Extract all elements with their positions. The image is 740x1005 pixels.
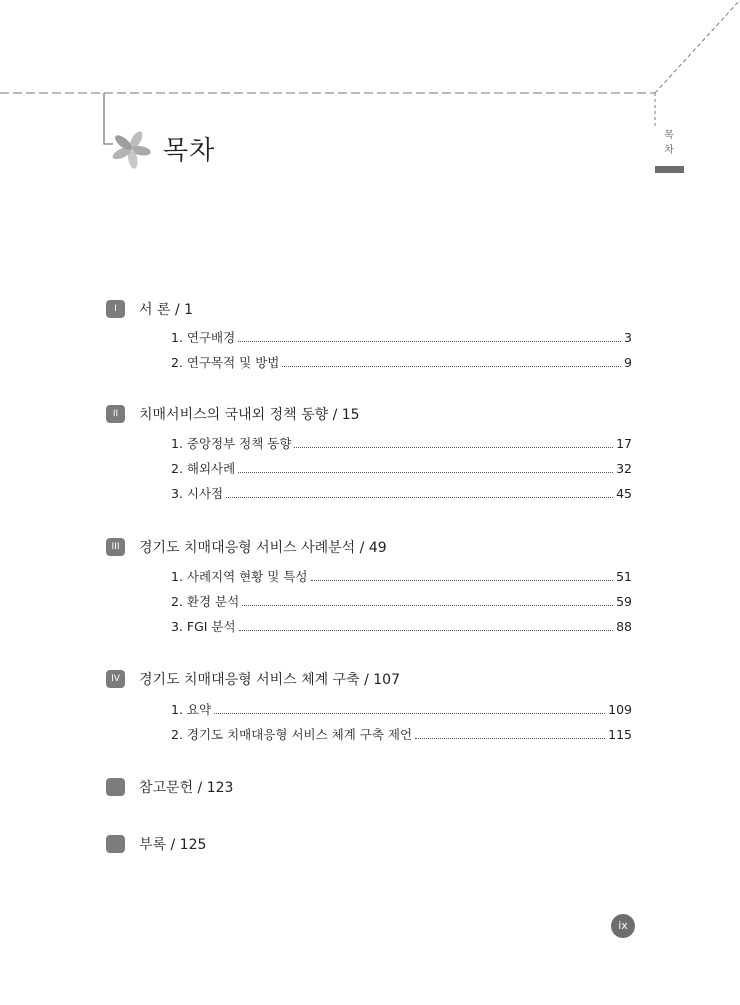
toc-entry-page: 109 [608, 702, 632, 717]
section-badge [106, 835, 125, 853]
toc-entry-page: 115 [608, 727, 632, 742]
section-badge [106, 778, 125, 796]
toc-entry[interactable] [171, 328, 632, 346]
toc-entry-label: 2. 해외사례 [171, 461, 236, 476]
section-title[interactable]: 서 론 / 1 [139, 302, 194, 318]
toc-entry[interactable] [171, 725, 632, 743]
section-title[interactable]: 치매서비스의 국내외 정책 동향 / 15 [139, 407, 360, 423]
toc-entry-label: 2. 경기도 치매대응형 서비스 체계 구축 제언 [171, 727, 413, 742]
section-badge: IV [106, 670, 125, 688]
dot-leader [238, 471, 613, 473]
section-badge: II [106, 405, 125, 423]
section-badge: I [106, 300, 125, 318]
toc-entry-label: 1. 연구배경 [171, 330, 236, 345]
toc-entry-page: 3 [624, 330, 632, 345]
toc-entry-label: 1. 중앙정부 정책 동향 [171, 436, 292, 451]
toc-entry-page: 59 [616, 594, 632, 609]
toc-entry-label: 2. 환경 분석 [171, 594, 240, 609]
toc-entry-page: 9 [624, 355, 632, 370]
toc-entry-page: 51 [616, 569, 632, 584]
toc-entry-label: 3. 시사점 [171, 486, 224, 501]
section-title[interactable]: 부록 / 125 [139, 837, 207, 853]
toc-entry[interactable] [171, 617, 632, 635]
side-tab-bar [655, 166, 684, 173]
side-tab-char: 차 [664, 145, 674, 156]
section-badge: III [106, 538, 125, 556]
side-tab-char: 목 [664, 130, 674, 141]
section-title[interactable]: 경기도 치매대응형 서비스 사례분석 / 49 [139, 540, 387, 556]
page-number: ix [611, 914, 635, 938]
dot-leader [214, 712, 605, 714]
toc-entry-page: 88 [616, 619, 632, 634]
toc-entry[interactable] [171, 459, 632, 477]
page-title: 목차 [163, 136, 216, 166]
toc-entry[interactable] [171, 567, 632, 585]
dot-leader [294, 446, 613, 448]
side-tab-label [658, 128, 680, 158]
toc-entry-label: 1. 요약 [171, 702, 212, 717]
toc-entry[interactable] [171, 592, 632, 610]
dot-leader [311, 579, 614, 581]
dot-leader [239, 629, 614, 631]
toc-entry-label: 1. 사례지역 현황 및 특성 [171, 569, 308, 584]
toc-entry-label: 3. FGI 분석 [171, 619, 236, 634]
toc-entry-page: 32 [616, 461, 632, 476]
toc-entry-page: 45 [616, 486, 632, 501]
dot-leader [226, 496, 613, 498]
toc-entry[interactable] [171, 700, 632, 718]
leaf-ornament-icon [110, 128, 152, 170]
toc-entry[interactable] [171, 484, 632, 502]
toc-entry-page: 17 [616, 436, 632, 451]
dot-leader [415, 737, 605, 739]
dot-leader [238, 340, 621, 342]
section-title[interactable]: 경기도 치매대응형 서비스 체계 구축 / 107 [139, 672, 400, 688]
toc-entry-label: 2. 연구목적 및 방법 [171, 355, 280, 370]
dot-leader [282, 365, 621, 367]
section-title[interactable]: 참고문헌 / 123 [139, 780, 234, 796]
toc-entry[interactable] [171, 434, 632, 452]
dot-leader [242, 604, 613, 606]
toc-entry[interactable] [171, 353, 632, 371]
